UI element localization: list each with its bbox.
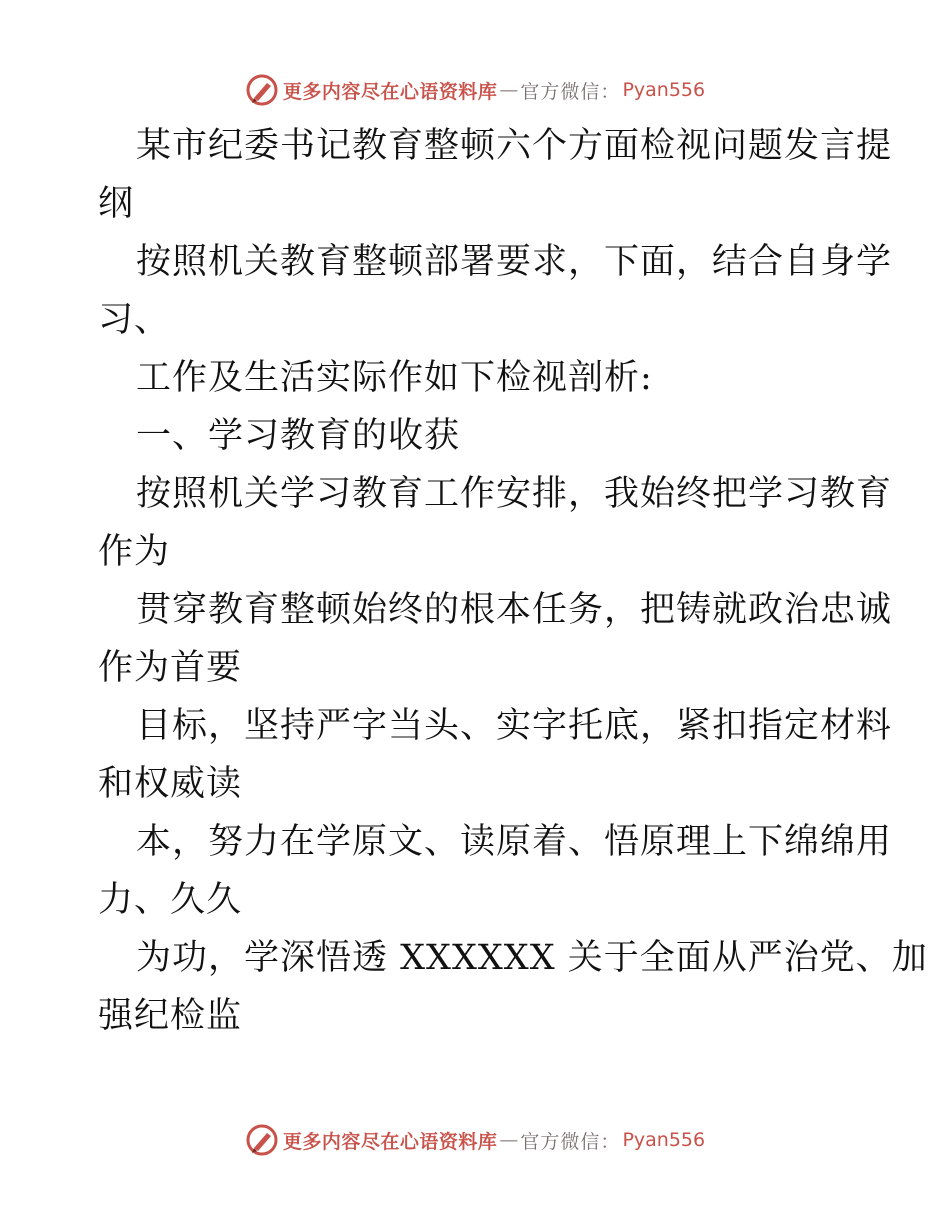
section-heading: 一、学习教育的收获 bbox=[136, 416, 461, 456]
watermark-wechat-id: Pyan556 bbox=[622, 1129, 706, 1151]
paragraph-line: 力、久久 bbox=[98, 880, 243, 920]
doc-title-line-2: 纲 bbox=[98, 184, 135, 224]
paragraph-line: 强纪检监 bbox=[98, 996, 243, 1036]
paragraph-line: 目标，坚持严字当头、实字托底，紧扣指定材料 bbox=[136, 706, 893, 746]
paragraph-line: 作为首要 bbox=[98, 648, 243, 688]
paragraph-line: 贯穿教育整顿始终的根本任务，把铸就政治忠诚 bbox=[136, 590, 893, 630]
footer-watermark bbox=[0, 1120, 950, 1160]
paragraph-line: 作为 bbox=[98, 532, 171, 572]
document-body bbox=[98, 117, 928, 1045]
pen-logo-icon bbox=[245, 1123, 279, 1157]
pen-logo-icon bbox=[245, 73, 279, 107]
watermark-dash: — bbox=[499, 79, 519, 101]
header-watermark bbox=[0, 70, 950, 110]
paragraph-line: 工作及生活实际作如下检视剖析: bbox=[136, 358, 653, 398]
paragraph-line: 和权威读 bbox=[98, 764, 243, 804]
paragraph-line: 本，努力在学原文、读原着、悟原理上下绵绵用 bbox=[136, 822, 893, 862]
watermark-dash: — bbox=[499, 1129, 519, 1151]
doc-title-line-1: 某市纪委书记教育整顿六个方面检视问题发言提 bbox=[136, 126, 893, 166]
paragraph-line: 为功，学深悟透 XXXXXX 关于全面从严治党、加 bbox=[136, 938, 928, 978]
paragraph-line: 按照机关教育整顿部署要求，下面，结合自身学 bbox=[136, 242, 893, 282]
watermark-title: 更多内容尽在心语资料库 bbox=[282, 80, 498, 103]
paragraph-line: 习、 bbox=[98, 300, 171, 340]
watermark-wechat-label: 官方微信： bbox=[520, 80, 621, 103]
watermark-title: 更多内容尽在心语资料库 bbox=[282, 1130, 498, 1153]
watermark-wechat-label: 官方微信： bbox=[520, 1130, 621, 1153]
paragraph-line: 按照机关学习教育工作安排，我始终把学习教育 bbox=[136, 474, 893, 514]
watermark-wechat-id: Pyan556 bbox=[622, 79, 706, 101]
